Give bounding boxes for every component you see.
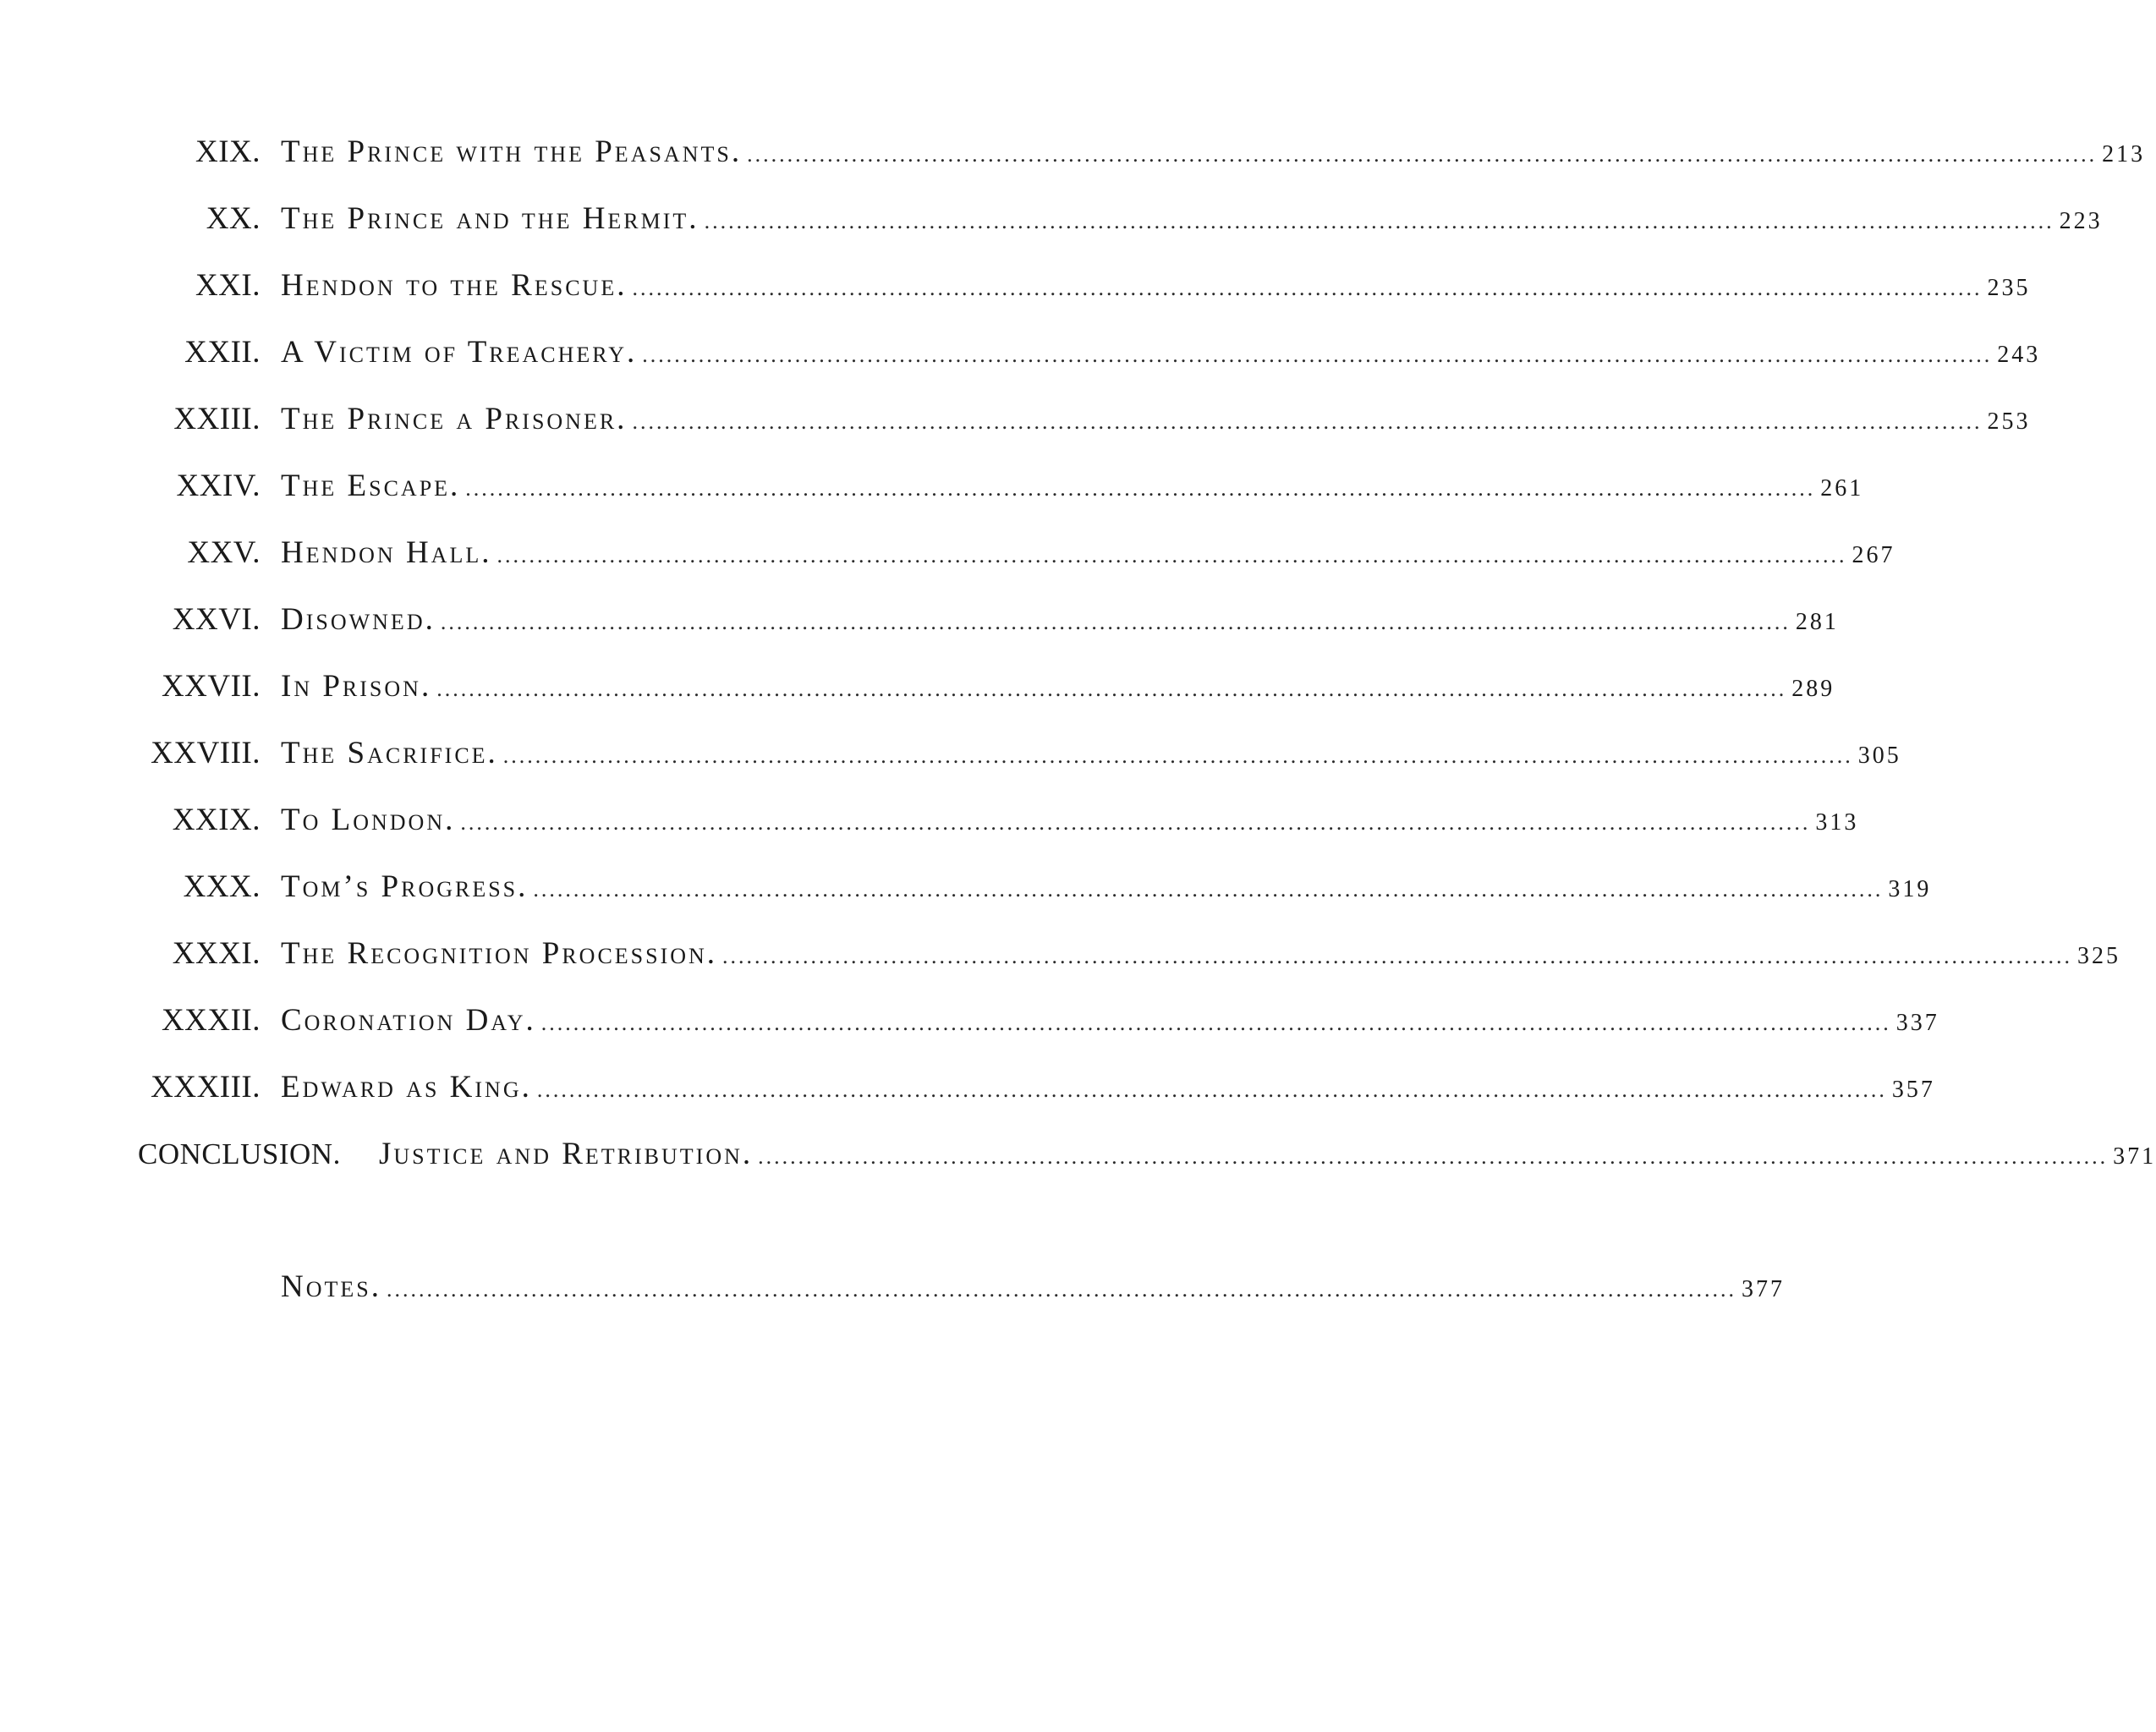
page-number: 325 bbox=[2077, 943, 2121, 969]
toc-entry-30 bbox=[0, 862, 1932, 913]
dot-leader: ........................................................................................................................................................................ bbox=[502, 743, 1853, 768]
chapter-title: The Escape. bbox=[281, 469, 461, 503]
page-number: 223 bbox=[2059, 208, 2103, 234]
page-number: 319 bbox=[1888, 876, 1932, 902]
chapter-title: Justice and Retribution. bbox=[379, 1137, 754, 1171]
page-number: 243 bbox=[1997, 342, 2041, 368]
toc-entry-conclusion bbox=[0, 1129, 2156, 1180]
toc-entry-20 bbox=[0, 194, 2103, 244]
toc-entry-27 bbox=[0, 661, 1835, 712]
chapter-number: XXVII. bbox=[161, 669, 261, 704]
chapter-title: In Prison. bbox=[281, 669, 432, 704]
chapter-title: The Prince and the Hermit. bbox=[281, 201, 699, 236]
dot-leader: ........................................................................................................................................................................ bbox=[436, 677, 1787, 701]
toc-entry-26 bbox=[0, 595, 1839, 645]
chapter-number: XXXIII. bbox=[151, 1070, 261, 1104]
chapter-title: Hendon to the Rescue. bbox=[281, 268, 628, 303]
toc-entry-22 bbox=[0, 327, 2041, 378]
chapter-title: A Victim of Treachery. bbox=[281, 335, 638, 370]
toc-entry-notes bbox=[0, 1262, 1785, 1313]
page-number: 267 bbox=[1852, 542, 1895, 568]
chapter-number: XXV. bbox=[187, 535, 261, 570]
dot-leader: ........................................................................................................................................................................ bbox=[704, 209, 2055, 233]
page-number: 313 bbox=[1815, 809, 1859, 836]
dot-leader: ........................................................................................................................................................................ bbox=[496, 543, 1847, 567]
chapter-number: XX. bbox=[206, 201, 261, 236]
page-number: 235 bbox=[1987, 275, 2031, 301]
chapter-number: XXX. bbox=[183, 869, 261, 904]
toc-entry-28 bbox=[0, 728, 1901, 779]
toc-entry-31 bbox=[0, 929, 2121, 979]
dot-leader: ........................................................................................................................................................................ bbox=[747, 142, 2098, 167]
dot-leader: ........................................................................................................................................................................ bbox=[440, 610, 1791, 634]
dot-leader: ........................................................................................................................................................................ bbox=[632, 409, 1983, 434]
chapter-title: Coronation Day. bbox=[281, 1003, 536, 1038]
dot-leader: ........................................................................................................................................................................ bbox=[460, 810, 1811, 835]
dot-leader: ........................................................................................................................................................................ bbox=[540, 1011, 1891, 1035]
toc-entry-29 bbox=[0, 795, 1859, 846]
toc-entry-23 bbox=[0, 394, 2031, 445]
page-number: 337 bbox=[1895, 1010, 1939, 1036]
chapter-title: To London. bbox=[281, 803, 456, 837]
toc-entry-24 bbox=[0, 461, 1864, 512]
chapter-number: XXVIII. bbox=[151, 736, 261, 770]
page-number: 305 bbox=[1857, 743, 1901, 769]
notes-title: Notes. bbox=[281, 1269, 381, 1304]
dot-leader: ........................................................................................................................................................................ bbox=[642, 343, 1993, 367]
toc-entry-21 bbox=[0, 260, 2031, 311]
chapter-title: Disowned. bbox=[281, 602, 436, 637]
chapter-number: CONCLUSION. bbox=[138, 1137, 341, 1170]
page-number: 213 bbox=[2102, 141, 2146, 167]
chapter-number: XXXI. bbox=[172, 936, 261, 971]
dot-leader: ........................................................................................................................................................................ bbox=[386, 1277, 1736, 1302]
toc-entry-32 bbox=[0, 995, 1939, 1046]
chapter-title: The Prince a Prisoner. bbox=[281, 402, 628, 436]
chapter-title: Tom’s Progress. bbox=[281, 869, 529, 904]
chapter-number: XXIII. bbox=[173, 402, 261, 436]
toc-entry-33 bbox=[0, 1062, 1935, 1113]
chapter-number: XXIX. bbox=[172, 803, 261, 837]
dot-leader: ........................................................................................................................................................................ bbox=[758, 1144, 2109, 1169]
chapter-title: Edward as King. bbox=[281, 1070, 532, 1104]
page-number: 357 bbox=[1891, 1077, 1935, 1103]
chapter-title: Hendon Hall. bbox=[281, 535, 492, 570]
chapter-number: XXIV. bbox=[176, 469, 261, 503]
chapter-number: XXI. bbox=[195, 268, 261, 303]
dot-leader: ........................................................................................................................................................................ bbox=[533, 877, 1884, 902]
toc-entry-25 bbox=[0, 528, 1895, 578]
dot-leader: ........................................................................................................................................................................ bbox=[722, 944, 2073, 968]
page-number: 371 bbox=[2113, 1143, 2156, 1170]
page-number: 289 bbox=[1791, 676, 1835, 702]
page-number: 281 bbox=[1795, 609, 1839, 635]
dot-leader: ........................................................................................................................................................................ bbox=[632, 276, 1983, 300]
dot-leader: ........................................................................................................................................................................ bbox=[465, 476, 1816, 501]
chapter-number: XIX. bbox=[195, 134, 261, 169]
chapter-title: The Prince with the Peasants. bbox=[281, 134, 743, 169]
chapter-number: XXXII. bbox=[161, 1003, 261, 1038]
chapter-title: The Sacrifice. bbox=[281, 736, 498, 770]
chapter-number: XXII. bbox=[184, 335, 261, 370]
dot-leader: ........................................................................................................................................................................ bbox=[536, 1077, 1887, 1102]
page-number: 261 bbox=[1820, 475, 1864, 502]
chapter-title: The Recognition Procession. bbox=[281, 936, 718, 971]
page-number: 253 bbox=[1987, 408, 2031, 435]
toc-entry-19 bbox=[0, 127, 2146, 178]
page-number: 377 bbox=[1741, 1276, 1785, 1302]
chapter-number: XXVI. bbox=[172, 602, 261, 637]
